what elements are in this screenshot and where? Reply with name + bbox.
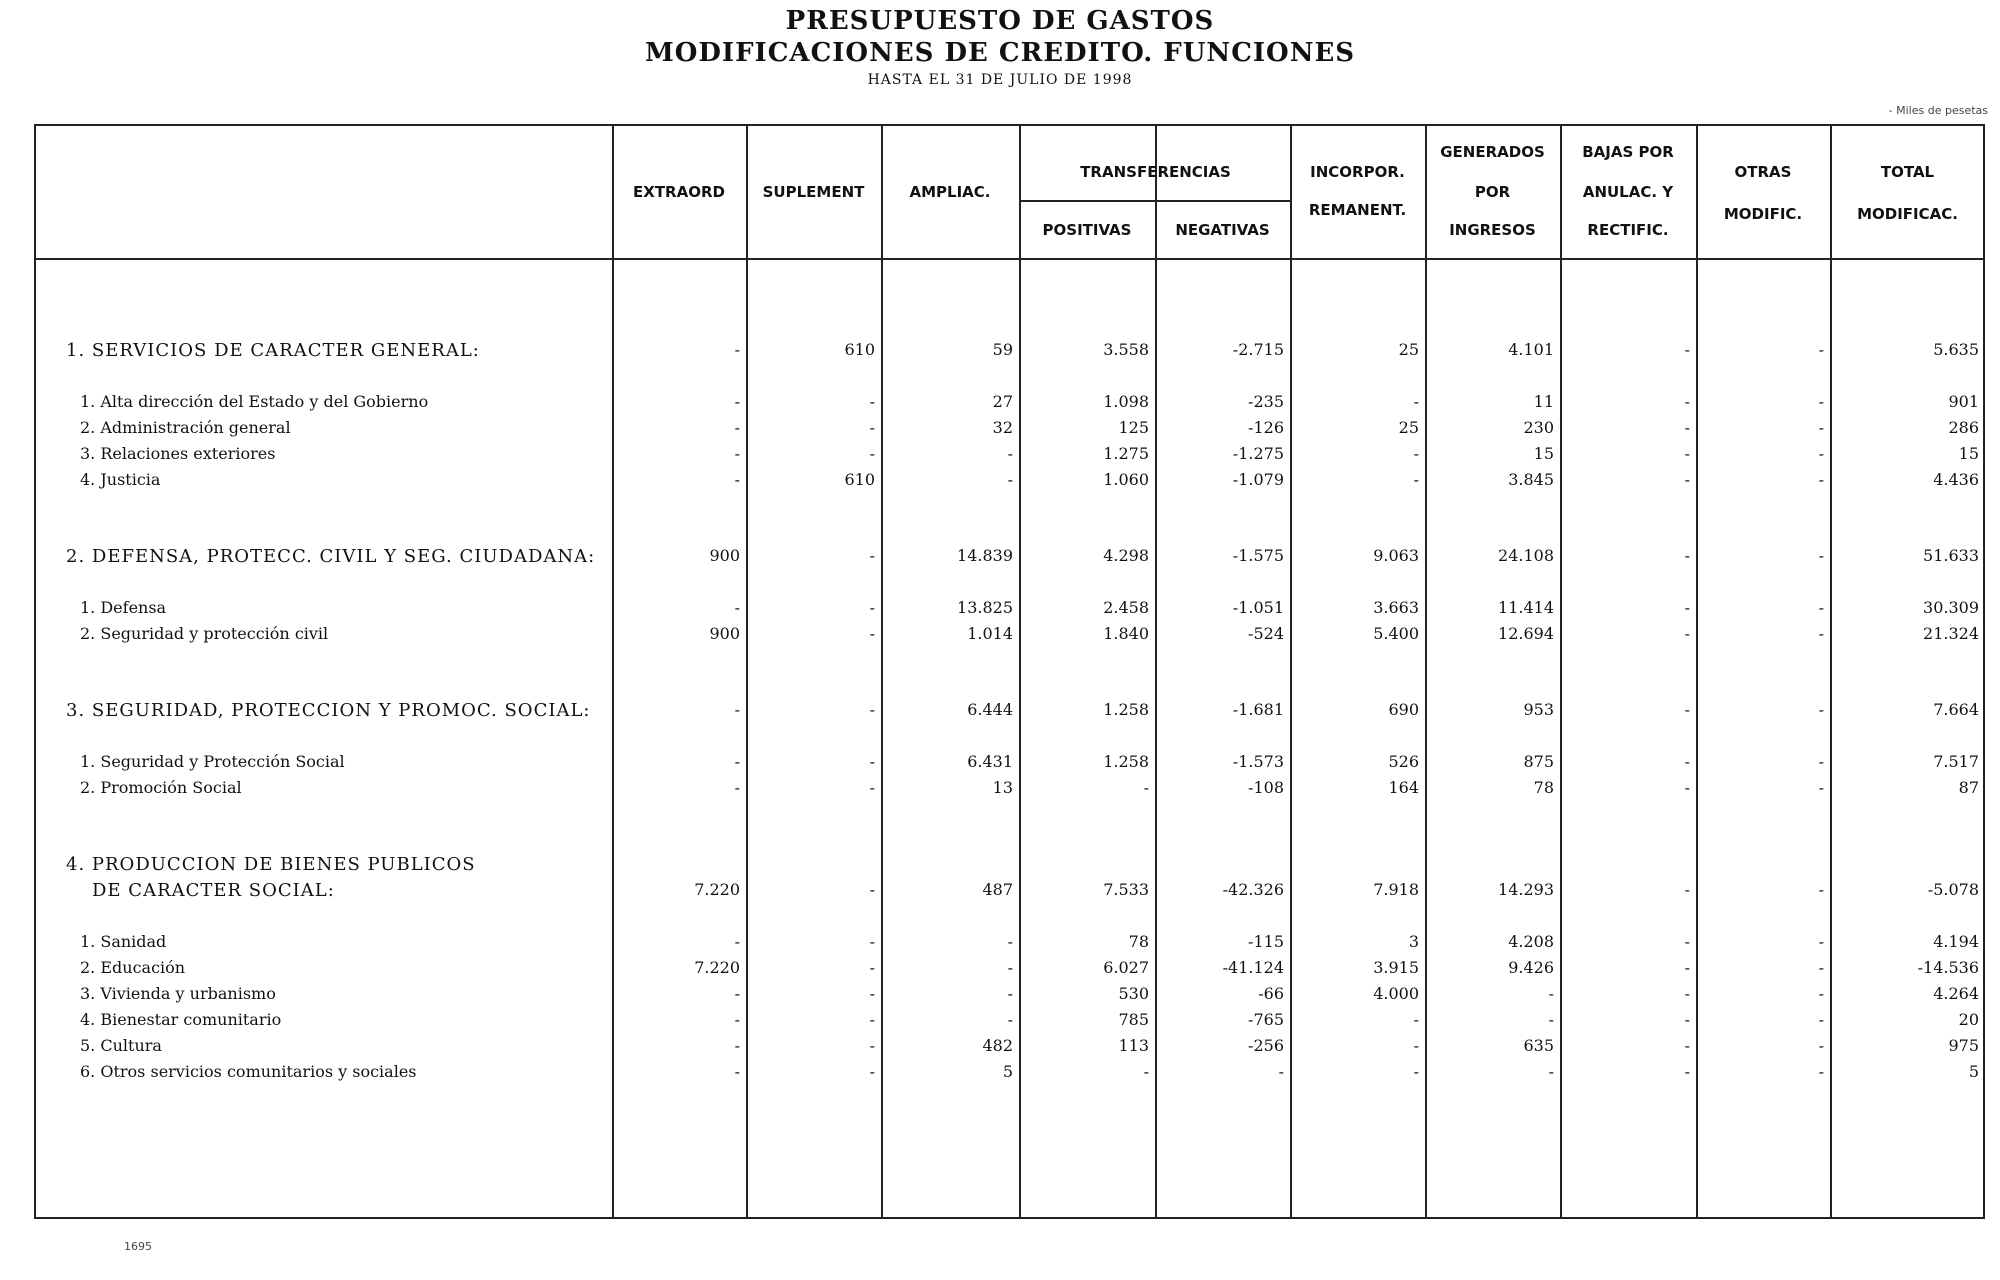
cell-bajas: - (1684, 1062, 1690, 1081)
cell-extraord: - (734, 1036, 740, 1055)
header-rule (34, 258, 1985, 260)
cell-positivas: 1.840 (1103, 624, 1149, 643)
cell-otras: - (1818, 418, 1824, 437)
header-bajas: BAJAS POR (1582, 143, 1674, 161)
cell-incorpor: 25 (1398, 418, 1419, 437)
cell-negativas: -1.079 (1232, 470, 1284, 489)
cell-incorpor: 3.915 (1373, 958, 1419, 977)
header-bajas-2: ANULAC. Y (1582, 183, 1674, 201)
cell-suplement: - (869, 418, 875, 437)
header-generados-3: INGRESOS (1449, 221, 1536, 239)
cell-positivas: 1.258 (1103, 752, 1149, 771)
cell-generados: 3.845 (1508, 470, 1554, 489)
cell-generados: 953 (1523, 700, 1554, 719)
header-transferencias: TRANSFERENCIAS (1080, 163, 1231, 181)
cell-positivas: 3.558 (1103, 340, 1149, 359)
cell-suplement: - (869, 984, 875, 1003)
cell-total: 20 (1958, 1010, 1979, 1029)
cell-extraord: 900 (709, 546, 740, 565)
cell-ampliac: - (1007, 932, 1013, 951)
cell-extraord: 7.220 (694, 880, 740, 899)
cell-generados: 15 (1533, 444, 1554, 463)
cell-bajas: - (1684, 598, 1690, 617)
cell-total: 4.436 (1933, 470, 1979, 489)
cell-negativas: -115 (1248, 932, 1284, 951)
cell-negativas: -256 (1248, 1036, 1284, 1055)
cell-negativas: -524 (1248, 624, 1284, 643)
cell-otras: - (1818, 392, 1824, 411)
header-ampliac: AMPLIAC. (909, 183, 991, 201)
cell-negativas: -2.715 (1232, 340, 1284, 359)
cell-suplement: - (869, 444, 875, 463)
header-bajas-3: RECTIFIC. (1587, 221, 1669, 239)
cell-generados: 4.101 (1508, 340, 1554, 359)
cell-positivas: - (1143, 1062, 1149, 1081)
row-label: 5. Cultura (80, 1036, 162, 1055)
cell-incorpor: - (1413, 1062, 1419, 1081)
cell-otras: - (1818, 444, 1824, 463)
units-label: - Miles de pesetas (1888, 104, 1988, 117)
row-label: 2. Promoción Social (80, 778, 242, 797)
cell-total: 15 (1958, 444, 1979, 463)
row-label-section: 3. SEGURIDAD, PROTECCION Y PROMOC. SOCIAL: (66, 700, 591, 721)
header-total-2: MODIFICAC. (1857, 205, 1958, 223)
cell-suplement: 610 (844, 470, 875, 489)
cell-total: 5.635 (1933, 340, 1979, 359)
cell-generados: 9.426 (1508, 958, 1554, 977)
cell-ampliac: 27 (992, 392, 1013, 411)
cell-negativas: -765 (1248, 1010, 1284, 1029)
cell-total: -14.536 (1917, 958, 1979, 977)
cell-extraord: - (734, 598, 740, 617)
cell-negativas: -41.124 (1222, 958, 1284, 977)
cell-total: 4.194 (1933, 932, 1979, 951)
cell-otras: - (1818, 546, 1824, 565)
cell-total: 87 (1958, 778, 1979, 797)
cell-extraord: - (734, 984, 740, 1003)
header-incorpor-2: REMANENT. (1308, 201, 1407, 219)
cell-suplement: - (869, 880, 875, 899)
header-total: TOTAL (1880, 163, 1935, 181)
cell-extraord: 7.220 (694, 958, 740, 977)
cell-suplement: - (869, 752, 875, 771)
cell-total: 286 (1948, 418, 1979, 437)
cell-otras: - (1818, 1010, 1824, 1029)
cell-generados: - (1548, 984, 1554, 1003)
cell-otras: - (1818, 880, 1824, 899)
header-extraord: EXTRAORD (633, 183, 725, 201)
row-label: 1. Defensa (80, 598, 167, 617)
cell-total: 51.633 (1923, 546, 1979, 565)
cell-suplement: - (869, 932, 875, 951)
row-label: 3. Vivienda y urbanismo (80, 984, 276, 1003)
cell-incorpor: - (1413, 392, 1419, 411)
cell-extraord: - (734, 778, 740, 797)
cell-incorpor: - (1413, 444, 1419, 463)
header-negativas: NEGATIVAS (1175, 221, 1270, 239)
cell-ampliac: - (1007, 984, 1013, 1003)
transferencias-rule (1019, 200, 1292, 202)
cell-positivas: 78 (1128, 932, 1149, 951)
cell-generados: 4.208 (1508, 932, 1554, 951)
cell-positivas: 1.060 (1103, 470, 1149, 489)
cell-bajas: - (1684, 1036, 1690, 1055)
cell-generados: 12.694 (1498, 624, 1554, 643)
cell-suplement: - (869, 546, 875, 565)
cell-total: 5 (1968, 1062, 1979, 1081)
cell-bajas: - (1684, 880, 1690, 899)
cell-total: 7.664 (1933, 700, 1979, 719)
cell-ampliac: 13.825 (957, 598, 1013, 617)
row-label: 4. Justicia (80, 470, 161, 489)
page-subtitle: MODIFICACIONES DE CREDITO. FUNCIONES (644, 38, 1356, 68)
row-label: 2. Administración general (80, 418, 291, 437)
header-suplement: SUPLEMENT (762, 183, 865, 201)
row-label-section-2: DE CARACTER SOCIAL: (92, 880, 335, 901)
cell-suplement: - (869, 778, 875, 797)
cell-positivas: 7.533 (1103, 880, 1149, 899)
cell-total: 975 (1948, 1036, 1979, 1055)
row-label: 1. Sanidad (80, 932, 167, 951)
cell-positivas: 1.275 (1103, 444, 1149, 463)
cell-otras: - (1818, 958, 1824, 977)
cell-positivas: 1.098 (1103, 392, 1149, 411)
cell-extraord: - (734, 418, 740, 437)
cell-ampliac: 14.839 (957, 546, 1013, 565)
cell-otras: - (1818, 984, 1824, 1003)
cell-suplement: - (869, 700, 875, 719)
cell-extraord: - (734, 1010, 740, 1029)
cell-generados: 230 (1523, 418, 1554, 437)
cell-otras: - (1818, 470, 1824, 489)
cell-negativas: -108 (1248, 778, 1284, 797)
cell-otras: - (1818, 752, 1824, 771)
cell-extraord: 900 (709, 624, 740, 643)
cell-positivas: 530 (1118, 984, 1149, 1003)
cell-generados: 11 (1533, 392, 1554, 411)
cell-total: 21.324 (1923, 624, 1979, 643)
header-otras-2: MODIFIC. (1723, 205, 1803, 223)
cell-extraord: - (734, 700, 740, 719)
cell-extraord: - (734, 392, 740, 411)
cell-ampliac: 1.014 (967, 624, 1013, 643)
row-label: 1. Alta dirección del Estado y del Gobierno (80, 392, 429, 411)
cell-ampliac: 59 (992, 340, 1013, 359)
cell-negativas: -235 (1248, 392, 1284, 411)
cell-otras: - (1818, 598, 1824, 617)
cell-generados: 78 (1533, 778, 1554, 797)
cell-otras: - (1818, 624, 1824, 643)
cell-suplement: - (869, 958, 875, 977)
header-generados: GENERADOS (1440, 143, 1545, 161)
cell-ampliac: 6.444 (967, 700, 1013, 719)
cell-positivas: 113 (1118, 1036, 1149, 1055)
cell-bajas: - (1684, 418, 1690, 437)
row-label: 2. Educación (80, 958, 186, 977)
cell-otras: - (1818, 932, 1824, 951)
page-title: PRESUPUESTO DE GASTOS (785, 6, 1215, 36)
cell-suplement: - (869, 1036, 875, 1055)
cell-bajas: - (1684, 1010, 1690, 1029)
cell-positivas: 1.258 (1103, 700, 1149, 719)
cell-incorpor: 526 (1388, 752, 1419, 771)
cell-bajas: - (1684, 546, 1690, 565)
cell-negativas: -42.326 (1222, 880, 1284, 899)
cell-negativas: - (1278, 1062, 1284, 1081)
cell-negativas: -1.681 (1232, 700, 1284, 719)
row-label: 4. Bienestar comunitario (80, 1010, 282, 1029)
cell-negativas: -1.573 (1232, 752, 1284, 771)
cell-bajas: - (1684, 624, 1690, 643)
cell-bajas: - (1684, 984, 1690, 1003)
period-label: HASTA EL 31 DE JULIO DE 1998 (867, 72, 1133, 88)
cell-incorpor: - (1413, 1036, 1419, 1055)
cell-ampliac: 482 (982, 1036, 1013, 1055)
header-positivas: POSITIVAS (1042, 221, 1132, 239)
cell-bajas: - (1684, 700, 1690, 719)
header-generados-2: POR (1474, 183, 1511, 201)
cell-extraord: - (734, 340, 740, 359)
cell-ampliac: - (1007, 444, 1013, 463)
cell-negativas: -1.051 (1232, 598, 1284, 617)
cell-incorpor: - (1413, 1010, 1419, 1029)
cell-bajas: - (1684, 932, 1690, 951)
cell-positivas: 2.458 (1103, 598, 1149, 617)
cell-incorpor: 4.000 (1373, 984, 1419, 1003)
cell-bajas: - (1684, 752, 1690, 771)
cell-ampliac: 487 (982, 880, 1013, 899)
row-label: 2. Seguridad y protección civil (80, 624, 329, 643)
cell-incorpor: 3 (1408, 932, 1419, 951)
cell-positivas: 6.027 (1103, 958, 1149, 977)
page-number: 1695 (124, 1240, 152, 1253)
cell-incorpor: 7.918 (1373, 880, 1419, 899)
cell-bajas: - (1684, 958, 1690, 977)
row-label: 3. Relaciones exteriores (80, 444, 276, 463)
cell-positivas: - (1143, 778, 1149, 797)
cell-generados: - (1548, 1062, 1554, 1081)
cell-extraord: - (734, 444, 740, 463)
cell-total: 30.309 (1923, 598, 1979, 617)
cell-generados: 14.293 (1498, 880, 1554, 899)
cell-suplement: - (869, 624, 875, 643)
cell-otras: - (1818, 778, 1824, 797)
cell-suplement: - (869, 1010, 875, 1029)
cell-ampliac: 13 (992, 778, 1013, 797)
row-label-section: 4. PRODUCCION DE BIENES PUBLICOS (66, 854, 476, 875)
cell-total: 7.517 (1933, 752, 1979, 771)
cell-suplement: - (869, 392, 875, 411)
row-label: 1. Seguridad y Protección Social (80, 752, 345, 771)
cell-negativas: -1.575 (1232, 546, 1284, 565)
cell-ampliac: - (1007, 470, 1013, 489)
cell-otras: - (1818, 1062, 1824, 1081)
cell-suplement: 610 (844, 340, 875, 359)
cell-ampliac: - (1007, 1010, 1013, 1029)
cell-generados: 635 (1523, 1036, 1554, 1055)
cell-generados: 11.414 (1498, 598, 1554, 617)
cell-bajas: - (1684, 340, 1690, 359)
cell-incorpor: 3.663 (1373, 598, 1419, 617)
cell-otras: - (1818, 700, 1824, 719)
cell-ampliac: 32 (992, 418, 1013, 437)
cell-generados: 875 (1523, 752, 1554, 771)
cell-negativas: -126 (1248, 418, 1284, 437)
cell-negativas: -66 (1258, 984, 1284, 1003)
cell-ampliac: - (1007, 958, 1013, 977)
cell-extraord: - (734, 470, 740, 489)
cell-ampliac: 6.431 (967, 752, 1013, 771)
cell-suplement: - (869, 1062, 875, 1081)
cell-total: 4.264 (1933, 984, 1979, 1003)
row-label-section: 2. DEFENSA, PROTECC. CIVIL Y SEG. CIUDADANA: (66, 546, 596, 567)
row-label: 6. Otros servicios comunitarios y sociales (80, 1062, 417, 1081)
cell-generados: - (1548, 1010, 1554, 1029)
cell-bajas: - (1684, 392, 1690, 411)
cell-incorpor: - (1413, 470, 1419, 489)
cell-bajas: - (1684, 778, 1690, 797)
cell-incorpor: 690 (1388, 700, 1419, 719)
cell-otras: - (1818, 1036, 1824, 1055)
cell-total: -5.078 (1927, 880, 1979, 899)
cell-bajas: - (1684, 470, 1690, 489)
header-otras: OTRAS (1734, 163, 1792, 181)
cell-extraord: - (734, 1062, 740, 1081)
cell-incorpor: 5.400 (1373, 624, 1419, 643)
cell-incorpor: 164 (1388, 778, 1419, 797)
cell-negativas: -1.275 (1232, 444, 1284, 463)
cell-otras: - (1818, 340, 1824, 359)
cell-extraord: - (734, 752, 740, 771)
cell-incorpor: 25 (1398, 340, 1419, 359)
cell-positivas: 125 (1118, 418, 1149, 437)
cell-bajas: - (1684, 444, 1690, 463)
header-incorpor: INCORPOR. (1310, 163, 1405, 181)
cell-positivas: 785 (1118, 1010, 1149, 1029)
cell-positivas: 4.298 (1103, 546, 1149, 565)
cell-incorpor: 9.063 (1373, 546, 1419, 565)
row-label-section: 1. SERVICIOS DE CARACTER GENERAL: (66, 340, 480, 361)
cell-suplement: - (869, 598, 875, 617)
cell-generados: 24.108 (1498, 546, 1554, 565)
cell-total: 901 (1948, 392, 1979, 411)
cell-ampliac: 5 (1002, 1062, 1013, 1081)
cell-extraord: - (734, 932, 740, 951)
